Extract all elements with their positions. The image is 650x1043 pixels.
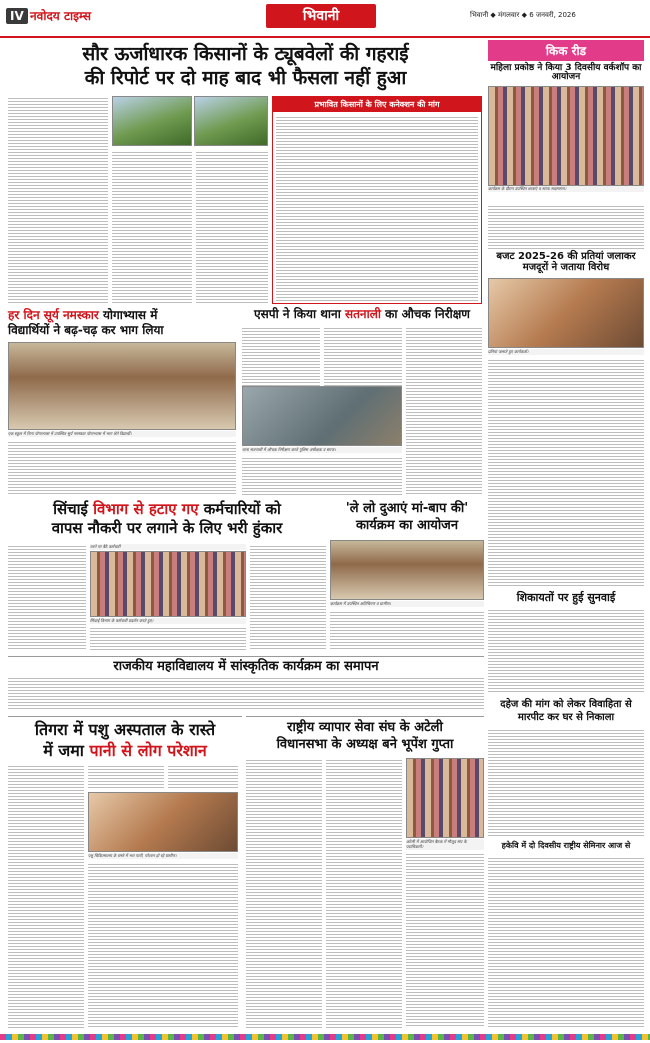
masthead [0, 0, 650, 38]
lead-body-col3 [196, 150, 268, 304]
sp-caption: थाना सतनाली में औचक निरीक्षण करते पुलिस अधीक्षक व स्टाफ। [242, 447, 402, 453]
vyapar-photo [406, 758, 484, 838]
paper-name: नवोदय टाइम्स [30, 9, 92, 23]
parents-photo [330, 540, 484, 600]
demand-box-heading: प्रभावित किसानों के लिए कनेक्शन की मांग [273, 97, 481, 112]
dowry-body [488, 728, 644, 838]
bottom-color-strip [0, 1034, 650, 1040]
lead-photo-field [194, 96, 268, 146]
grievance-body [488, 608, 644, 694]
parents-caption: कार्यक्रम में उपस्थित अतिथिगण व ग्रामीण। [330, 601, 484, 607]
seminar-headline: हकेवि में दो दिवसीय राष्ट्रीय सेमिनार आज से [501, 841, 631, 850]
tigra-headline: तिगरा में पशु अस्पताल के रास्ते में जमा पानी से लोग परेशान [8, 716, 242, 761]
lead-headline: सौर ऊर्जाधारक किसानों के ट्यूबवेलों की गहराई की रिपोर्ट पर दो माह बाद भी फैसला नहीं हुआ [82, 43, 409, 89]
vyapar-headline: राष्ट्रीय व्यापार सेवा संघ के अटेली विधानसभा के अध्यक्ष बने भूपेंश गुप्ता [246, 716, 484, 753]
college-body [8, 676, 484, 710]
yoga-body [8, 440, 236, 495]
section-label: भिवानी [266, 4, 376, 28]
parents-headline: 'ले लो दुआएं मां-बाप की' कार्यक्रम का आयोजन [345, 501, 469, 533]
grievance-headline: शिकायतों पर हुई सुनवाई [516, 591, 616, 604]
vyapar-body-col3 [406, 852, 484, 1028]
budget-caption: प्रतियां जलाते हुए कार्यकर्ता। [488, 349, 644, 355]
budget-body [488, 358, 644, 588]
irrigation-caption-2: सिंचाई विभाग के कर्मचारी प्रदर्शन करते हुए। [90, 618, 246, 624]
lead-photo-solar [112, 96, 192, 146]
kick-read-label: किक रीड [488, 40, 644, 61]
parents-body [330, 610, 484, 650]
vyapar-body-col2 [326, 758, 402, 1028]
college-headline: राजकीय महाविद्यालय में सांस्कृतिक कार्यक्रम का समापन [8, 656, 484, 674]
dateline: भिवानी ◆ मंगलवार ◆ 6 जनवरी, 2026 [470, 11, 576, 19]
demand-box-body [276, 115, 478, 303]
kick-read-photo [488, 86, 644, 186]
tigra-body-bottom [88, 862, 238, 1028]
demand-box [272, 96, 482, 304]
sp-body-col3 [406, 326, 482, 496]
tigra-photo [88, 792, 238, 852]
yoga-headline: हर दिन सूर्य नमस्कार योगाभ्यास में विद्यार्थियों ने बढ़-चढ़ कर भाग लिया [8, 308, 164, 337]
kick-read-headline: महिला प्रकोष्ठ ने किया 3 दिवसीय वर्कशॉप का आयोजन [490, 63, 642, 83]
kick-read [488, 40, 644, 200]
page-number: IV [6, 8, 28, 24]
tigra-body-col3 [168, 764, 238, 788]
tigra-caption: पशु चिकित्सालय के रास्ते में भरा पानी, परेशान हो रहे ग्रामीण। [88, 853, 238, 859]
tigra-body-col2 [88, 764, 164, 788]
tigra-body-col1 [8, 764, 84, 1028]
lead-body-col2 [112, 150, 192, 304]
yoga-caption: एक स्कूल में नित्य योगाभ्यास में उपस्थित सूर्य नमस्कार योगाभ्यास में भाग लेते विद्यार्थी। [8, 431, 236, 437]
dowry-headline: दहेज की मांग को लेकर विवाहिता से मारपीट कर घर से निकाला [500, 699, 632, 723]
sp-headline: एसपी ने किया थाना सतनाली का औचक निरीक्षण [254, 307, 470, 321]
vyapar-body-col1 [246, 758, 322, 1028]
kick-read-caption: कार्यक्रम के दौरान उपस्थित छात्राएं व स्टाफ सदस्यगण। [488, 186, 644, 192]
irrigation-body-col2 [90, 626, 246, 650]
sp-photo [242, 386, 402, 446]
irrigation-headline: सिंचाई विभाग से हटाए गए कर्मचारियों को वापस नौकरी पर लगाने के लिए भरी हुंकार [51, 500, 283, 537]
sp-body-bottom [242, 456, 402, 496]
budget-headline: बजट 2025-26 की प्रतियां जलाकर मजदूरों ने जताया विरोध [496, 251, 636, 273]
lead-body-col1 [8, 96, 108, 304]
irrigation-body-col3 [250, 544, 326, 650]
vyapar-caption: अटेली में आयोजित बैठक में मौजूद संघ के पदाधिकारी। [406, 839, 484, 850]
yoga-photo [8, 342, 236, 430]
seminar-body [488, 856, 644, 1028]
irrigation-caption-1: धरने पर बैठे कर्मचारी [90, 544, 246, 550]
kick-read-body [488, 204, 644, 250]
irrigation-body-col1 [8, 544, 86, 650]
budget-photo [488, 278, 644, 348]
irrigation-photo [90, 551, 246, 617]
